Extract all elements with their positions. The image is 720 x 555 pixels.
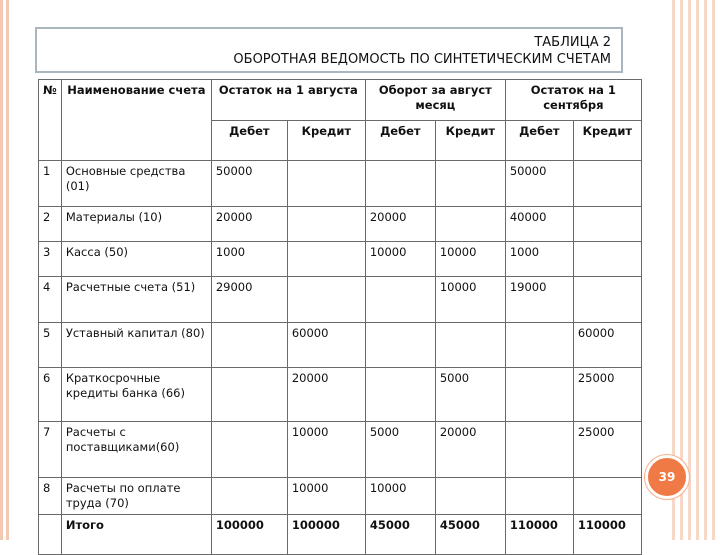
amount-cell bbox=[365, 161, 435, 207]
amount-cell: 5000 bbox=[365, 422, 435, 478]
amount-cell bbox=[365, 368, 435, 422]
header-turnover: Оборот за август месяц bbox=[365, 80, 505, 121]
total-amount-cell: 45000 bbox=[435, 515, 505, 555]
amount-cell bbox=[211, 422, 287, 478]
amount-cell bbox=[365, 277, 435, 323]
header-num: № bbox=[39, 80, 62, 161]
amount-cell bbox=[505, 323, 573, 368]
table-title: ОБОРОТНАЯ ВЕДОМОСТЬ ПО СИНТЕТИЧЕСКИМ СЧЕТАМ bbox=[233, 52, 611, 67]
header-account-name: Наименование счета bbox=[61, 80, 211, 161]
subheader-cell: Дебет bbox=[365, 121, 435, 161]
left-decorative-stripe bbox=[0, 0, 12, 540]
subheader-cell: Дебет bbox=[505, 121, 573, 161]
amount-cell: 40000 bbox=[505, 207, 573, 242]
total-amount-cell: 100000 bbox=[287, 515, 365, 555]
amount-cell bbox=[287, 161, 365, 207]
amount-cell: 20000 bbox=[287, 368, 365, 422]
total-number bbox=[39, 515, 62, 555]
amount-cell bbox=[287, 277, 365, 323]
amount-cell bbox=[435, 207, 505, 242]
table-row bbox=[39, 161, 642, 207]
account-name: Расчеты по оплате труда (70) bbox=[61, 478, 211, 515]
subheader-cell: Кредит bbox=[435, 121, 505, 161]
table-row bbox=[39, 368, 642, 422]
header-opening-balance: Остаток на 1 августа bbox=[211, 80, 365, 121]
amount-cell bbox=[435, 478, 505, 515]
table-row bbox=[39, 277, 642, 323]
row-number: 7 bbox=[39, 422, 62, 478]
account-name: Касса (50) bbox=[61, 242, 211, 277]
total-amount-cell: 110000 bbox=[505, 515, 573, 555]
table-number: ТАБЛИЦА 2 bbox=[534, 35, 611, 50]
subheader-cell: Дебет bbox=[211, 121, 287, 161]
amount-cell: 10000 bbox=[365, 478, 435, 515]
amount-cell: 10000 bbox=[287, 422, 365, 478]
turnover-table bbox=[38, 79, 642, 555]
table-row bbox=[39, 207, 642, 242]
account-name: Уставный капитал (80) bbox=[61, 323, 211, 368]
amount-cell bbox=[211, 368, 287, 422]
subheader-cell: Кредит bbox=[287, 121, 365, 161]
total-amount-cell: 110000 bbox=[573, 515, 641, 555]
amount-cell bbox=[505, 368, 573, 422]
amount-cell: 10000 bbox=[365, 242, 435, 277]
amount-cell bbox=[287, 207, 365, 242]
row-number: 4 bbox=[39, 277, 62, 323]
header-closing-balance: Остаток на 1 сентября bbox=[505, 80, 641, 121]
amount-cell: 19000 bbox=[505, 277, 573, 323]
amount-cell bbox=[435, 161, 505, 207]
row-number: 3 bbox=[39, 242, 62, 277]
amount-cell bbox=[505, 478, 573, 515]
amount-cell: 1000 bbox=[211, 242, 287, 277]
page-number-badge: 39 bbox=[645, 455, 689, 499]
row-number: 5 bbox=[39, 323, 62, 368]
row-number: 1 bbox=[39, 161, 62, 207]
title-box bbox=[35, 27, 623, 73]
amount-cell: 25000 bbox=[573, 422, 641, 478]
amount-cell bbox=[211, 323, 287, 368]
row-number: 6 bbox=[39, 368, 62, 422]
header-row bbox=[39, 80, 642, 121]
amount-cell: 60000 bbox=[573, 323, 641, 368]
account-name: Расчеты с поставщиками(60) bbox=[61, 422, 211, 478]
row-number: 2 bbox=[39, 207, 62, 242]
amount-cell: 20000 bbox=[365, 207, 435, 242]
amount-cell: 20000 bbox=[211, 207, 287, 242]
amount-cell bbox=[435, 323, 505, 368]
amount-cell: 10000 bbox=[435, 277, 505, 323]
table-row bbox=[39, 422, 642, 478]
total-label: Итого bbox=[61, 515, 211, 555]
amount-cell: 20000 bbox=[435, 422, 505, 478]
total-amount-cell: 45000 bbox=[365, 515, 435, 555]
amount-cell: 50000 bbox=[505, 161, 573, 207]
amount-cell bbox=[573, 161, 641, 207]
amount-cell bbox=[505, 422, 573, 478]
amount-cell: 60000 bbox=[287, 323, 365, 368]
account-name: Основные средства (01) bbox=[61, 161, 211, 207]
amount-cell bbox=[287, 242, 365, 277]
account-name: Материалы (10) bbox=[61, 207, 211, 242]
amount-cell: 50000 bbox=[211, 161, 287, 207]
table-row bbox=[39, 242, 642, 277]
amount-cell bbox=[365, 323, 435, 368]
amount-cell: 29000 bbox=[211, 277, 287, 323]
amount-cell bbox=[573, 478, 641, 515]
account-name: Краткосрочные кредиты банка (66) bbox=[61, 368, 211, 422]
table-body bbox=[39, 80, 642, 555]
amount-cell: 10000 bbox=[435, 242, 505, 277]
amount-cell bbox=[573, 242, 641, 277]
table-row bbox=[39, 478, 642, 515]
table-row bbox=[39, 323, 642, 368]
subheader-cell: Кредит bbox=[573, 121, 641, 161]
account-name: Расчетные счета (51) bbox=[61, 277, 211, 323]
amount-cell bbox=[573, 277, 641, 323]
amount-cell bbox=[211, 478, 287, 515]
total-row bbox=[39, 515, 642, 555]
amount-cell: 1000 bbox=[505, 242, 573, 277]
amount-cell: 25000 bbox=[573, 368, 641, 422]
amount-cell: 10000 bbox=[287, 478, 365, 515]
total-amount-cell: 100000 bbox=[211, 515, 287, 555]
amount-cell: 5000 bbox=[435, 368, 505, 422]
amount-cell bbox=[573, 207, 641, 242]
row-number: 8 bbox=[39, 478, 62, 515]
